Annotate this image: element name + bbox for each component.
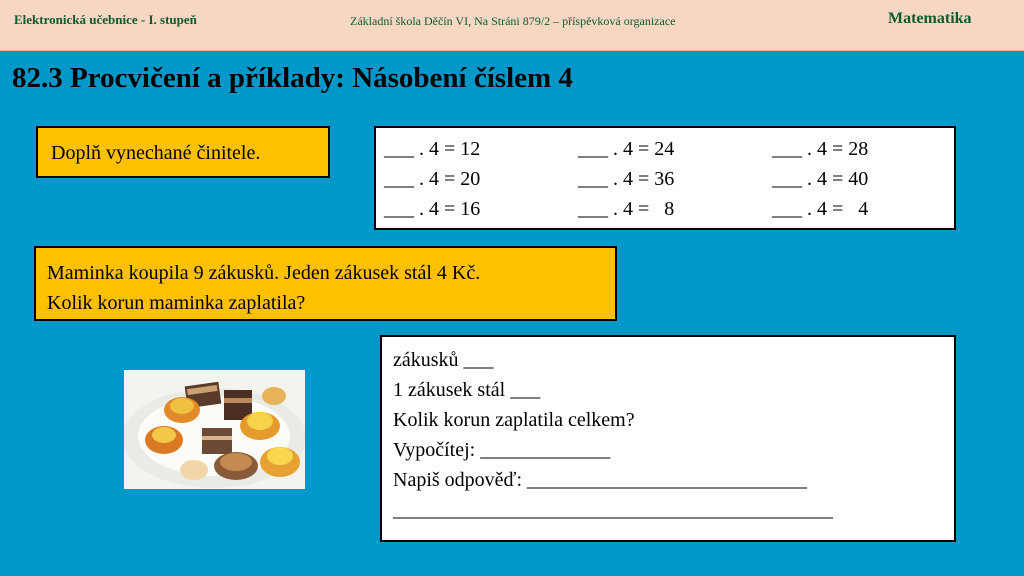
instruction-box: Doplň vynechané činitele.	[36, 126, 330, 178]
equation-row	[384, 168, 869, 192]
equation: ___ . 4 = 24	[578, 138, 675, 160]
header-school-text: Základní škola Děčín VI, Na Stráni 879/2 – příspěvková organizace	[350, 14, 676, 28]
header-subject-text: Matematika	[888, 10, 972, 27]
worksheet-line-question: Kolik korun zaplatila celkem?	[393, 409, 635, 431]
equation: ___ . 4 = 8	[578, 198, 675, 220]
worksheet-box	[380, 335, 956, 542]
worksheet-line-answer[interactable]: Napiš odpověď: ____________________________	[393, 469, 808, 491]
equation: ___ . 4 = 40	[772, 168, 869, 190]
worksheet-line-calculate[interactable]: Vypočítej: _____________	[393, 439, 611, 461]
word-problem-box	[34, 246, 617, 321]
equation: ___ . 4 = 16	[384, 198, 481, 220]
word-problem-line: Maminka koupila 9 zákusků. Jeden zákusek stál 4 Kč.	[47, 262, 481, 284]
equation: ___ . 4 = 36	[578, 168, 675, 190]
equation-row	[384, 138, 869, 162]
equation: ___ . 4 = 4	[772, 198, 869, 220]
pastries-image	[124, 370, 305, 489]
word-problem-question: Kolik korun maminka zaplatila?	[47, 292, 306, 314]
worksheet-line-count[interactable]: zákusků ___	[393, 349, 494, 371]
worksheet-line-price[interactable]: 1 zákusek stál ___	[393, 379, 541, 401]
worksheet-line-answer-continued[interactable]: ____________________________________________	[393, 499, 833, 521]
equation: ___ . 4 = 28	[772, 138, 869, 160]
equation: ___ . 4 = 20	[384, 168, 481, 190]
page-title: 82.3 Procvičení a příklady: Násobení číslem 4	[12, 62, 573, 94]
equations-box	[374, 126, 956, 230]
header-bar	[0, 0, 1024, 51]
header-left-text: Elektronická učebnice - I. stupeň	[14, 12, 197, 27]
equation: ___ . 4 = 12	[384, 138, 481, 160]
pastries-illustration	[124, 370, 305, 489]
equation-row	[384, 198, 869, 222]
